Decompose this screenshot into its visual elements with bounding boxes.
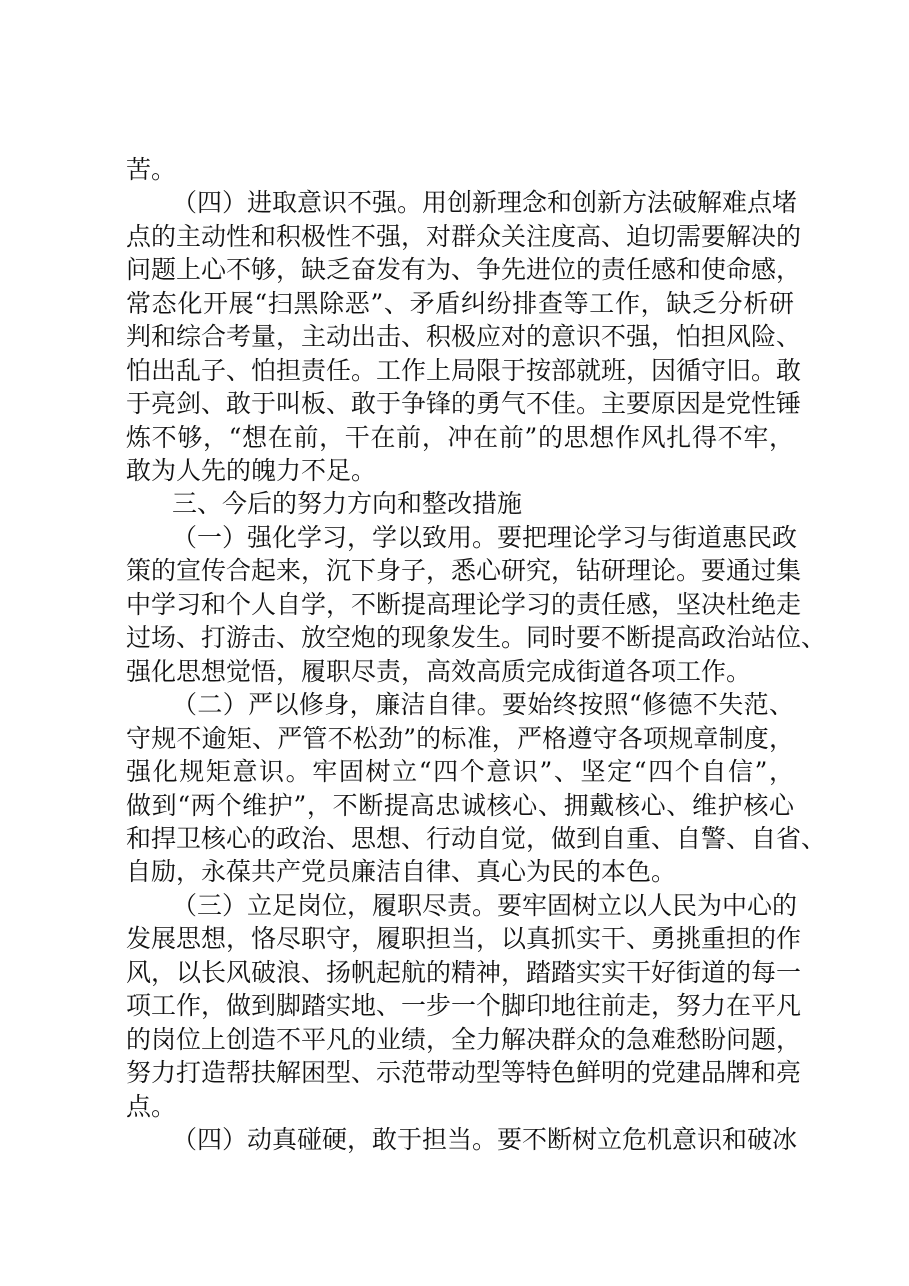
text-line: 怕出乱子、怕担责任。工作上局限于按部就班，因循守旧。敢	[126, 356, 802, 385]
paragraph-lead-line: （四）动真碰硬，敢于担当。要不断树立危机意识和破冰	[172, 1125, 798, 1154]
text-line: 于亮剑、敢于叫板、敢于争锋的勇气不佳。主要原因是党性锤	[126, 389, 802, 418]
text-line: 发展思想，恪尽职守，履职担当，以真抓实干、勇挑重担的作	[126, 924, 802, 953]
text-line: 苦。	[126, 155, 177, 184]
text-line: 做到“两个维护”，不断提高忠诚核心、拥戴核心、维护核心	[126, 791, 794, 820]
text-line: 点。	[126, 1092, 177, 1121]
text-line: 和捍卫核心的政治、思想、行动自觉，做到自重、自警、自省、	[126, 824, 827, 853]
text-line: 判和综合考量，主动出击、积极应对的意识不强，怕担风险、	[126, 322, 802, 351]
text-line: 过场、打游击、放空炮的现象发生。同时要不断提高政治站位、	[126, 623, 827, 652]
text-line: 问题上心不够，缺乏奋发有为、争先进位的责任感和使命感，	[126, 255, 802, 284]
text-line: 守规不逾矩、严管不松劲”的标准，严格遵守各项规章制度，	[126, 724, 794, 753]
paragraph-lead-line: （四）进取意识不强。用创新理念和创新方法破解难点堵	[172, 188, 798, 217]
text-line: 策的宣传合起来，沉下身子，悉心研究，钻研理论。要通过集	[126, 556, 802, 585]
text-line: 常态化开展“扫黑除恶”、矛盾纠纷排查等工作，缺乏分析研	[126, 289, 794, 318]
paragraph-lead-line: （一）强化学习，学以致用。要把理论学习与街道惠民政	[172, 523, 798, 552]
paragraph-lead-line: （三）立足岗位，履职尽责。要牢固树立以人民为中心的	[172, 891, 798, 920]
text-line: 风，以长风破浪、扬帆起航的精神，踏踏实实干好街道的每一	[126, 958, 802, 987]
text-line: 强化规矩意识。牢固树立“四个意识”、坚定“四个自信”，	[126, 757, 794, 786]
text-line: 点的主动性和积极性不强，对群众关注度高、迫切需要解决的	[126, 222, 802, 251]
text-line: 强化思想觉悟，履职尽责，高效高质完成街道各项工作。	[126, 657, 752, 686]
text-line: 的岗位上创造不平凡的业绩，全力解决群众的急难愁盼问题，	[126, 1025, 802, 1054]
text-line: 项工作，做到脚踏实地、一步一个脚印地往前走，努力在平凡	[126, 991, 802, 1020]
text-line: 敢为人先的魄力不足。	[126, 456, 377, 485]
paragraph-lead-line: （二）严以修身，廉洁自律。要始终按照“修德不失范、	[172, 690, 794, 719]
text-line: 努力打造帮扶解困型、示范带动型等特色鲜明的党建品牌和亮	[126, 1058, 802, 1087]
text-line: 炼不够，“想在前，干在前，冲在前”的思想作风扎得不牢，	[126, 423, 794, 452]
text-line: 自励，永葆共产党员廉洁自律、真心为民的本色。	[126, 857, 677, 886]
text-line: 中学习和个人自学，不断提高理论学习的责任感，坚决杜绝走	[126, 590, 802, 619]
section-heading: 三、今后的努力方向和整改措施	[172, 489, 523, 518]
